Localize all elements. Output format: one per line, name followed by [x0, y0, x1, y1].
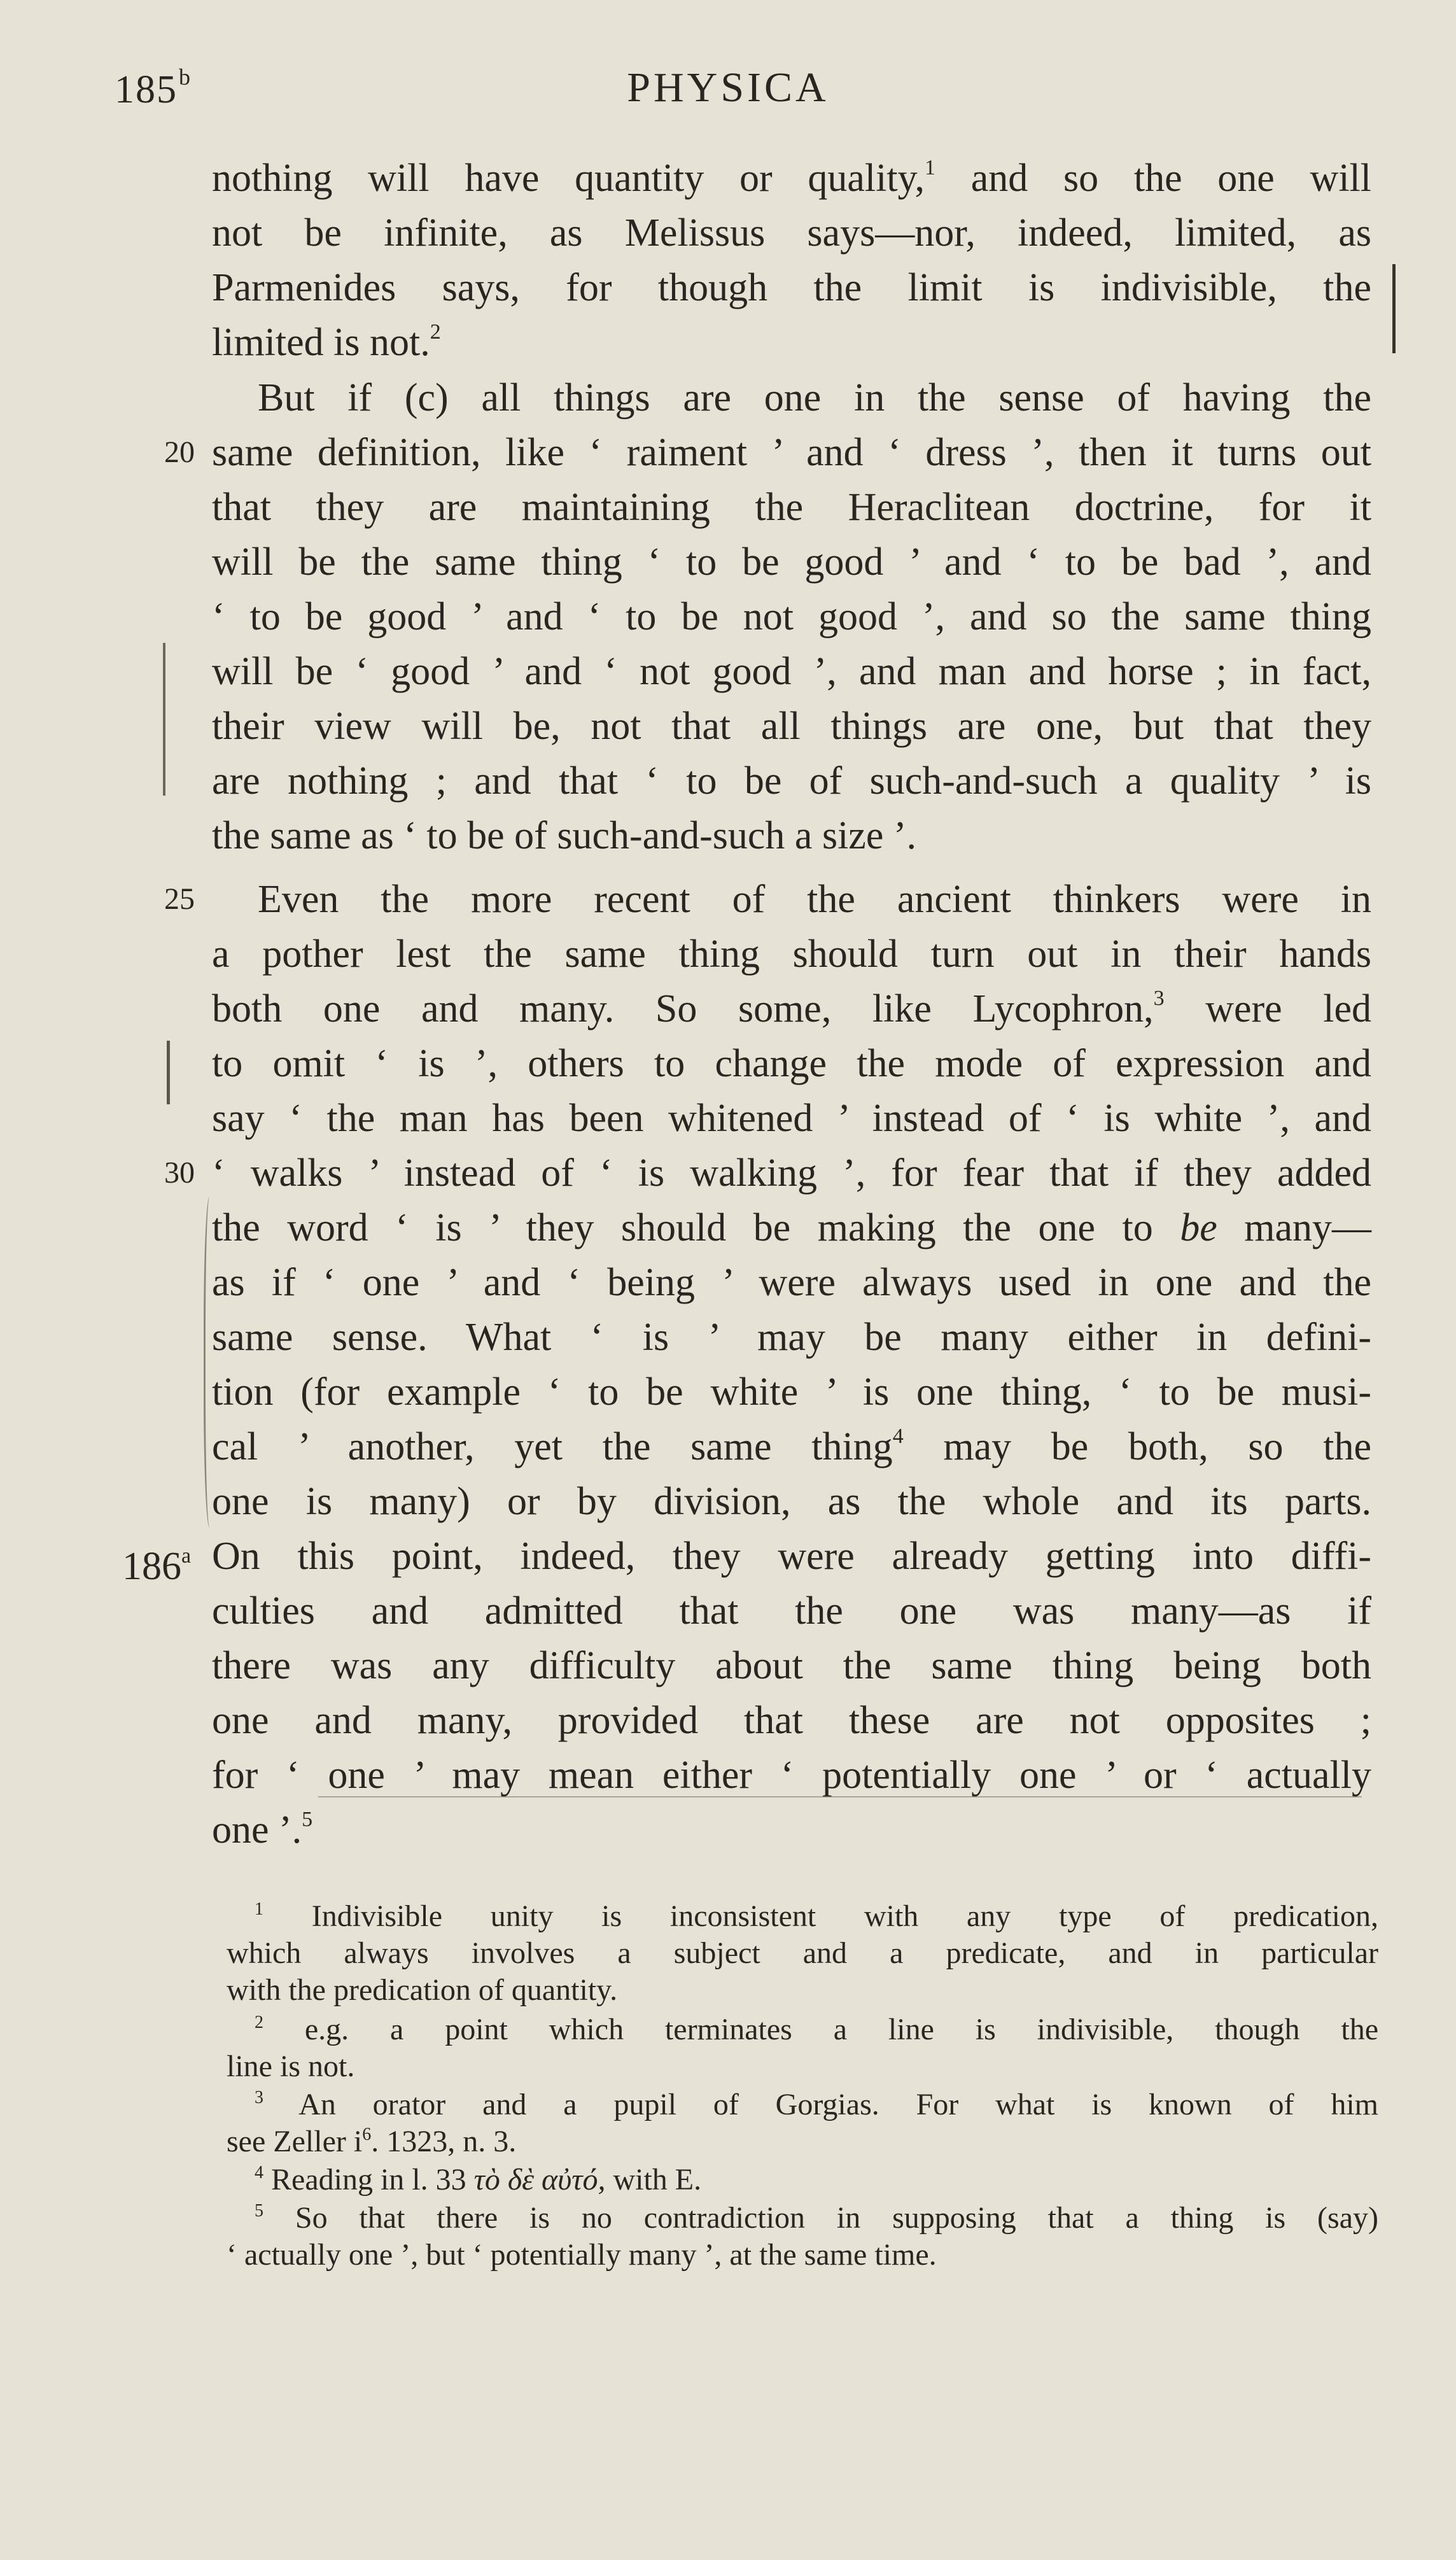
margin-mark	[163, 643, 165, 796]
text-line: not be infinite, as Melissus says—nor, indeed, limited, as	[212, 211, 1371, 255]
footnote-1: $^1$ Indivisible unity is inconsistent with any type of predication,	[255, 1899, 1379, 1933]
margin-mark	[1392, 264, 1396, 353]
text-line: Even the more recent of the ancient thinkers were in	[258, 878, 1371, 921]
page-header	[0, 64, 1456, 115]
footnote-4: $^4$ Reading in l. 33 τὸ δὲ αὐτό, with E.	[255, 2163, 702, 2197]
line-number: 30	[164, 1156, 195, 1190]
footnote-5-cont: ‘ actually one ’, but ‘ potentially many ’, at the same time.	[227, 2238, 937, 2272]
text-line: say ‘ the man has been whitened ’ instead of ‘ is white ’, and	[212, 1097, 1371, 1140]
text-line: cal ’ another, yet the same thing$^4$ may be both, so the	[212, 1424, 1371, 1468]
text-line: one and many, provided that these are not opposites ;	[212, 1699, 1371, 1742]
text-line: nothing will have quantity or quality,$^1$ and so the one will	[212, 156, 1371, 200]
text-line: Parmenides says, for though the limit is indivisible, the	[212, 266, 1371, 309]
text-line: the same as ‘ to be of such-and-such a size ’.	[212, 814, 916, 857]
text-line: one ’.$^5$	[212, 1808, 313, 1852]
folio-number: 185$^b$	[115, 64, 192, 111]
text-line: one is many) or by division, as the whole and its parts.	[212, 1480, 1371, 1523]
text-line: the word ‘ is ’ they should be making the one to be many—	[212, 1206, 1371, 1249]
text-line: same definition, like ‘ raiment ’ and ‘ dress ’, then it turns out	[212, 431, 1371, 474]
running-title: PHYSICA	[627, 64, 829, 111]
footnote-2: $^2$ e.g. a point which terminates a line is indivisible, though the	[255, 2013, 1378, 2046]
text-line: as if ‘ one ’ and ‘ being ’ were always used in one and the	[212, 1261, 1371, 1304]
text-line: tion (for example ‘ to be white ’ is one thing, ‘ to be musi-	[212, 1370, 1371, 1414]
underline-mark	[318, 1796, 1362, 1797]
text-line: ‘ walks ’ instead of ‘ is walking ’, for fear that if they added	[212, 1151, 1371, 1195]
text-line: there was any difficulty about the same thing being both	[212, 1644, 1371, 1687]
text-line: same sense. What ‘ is ’ may be many either in defini-	[212, 1316, 1371, 1359]
line-number: 25	[164, 882, 195, 916]
footnote-3: $^3$ An orator and a pupil of Gorgias. For what is known of him	[255, 2088, 1378, 2121]
text-line: will be ‘ good ’ and ‘ not good ’, and man and horse ; in fact,	[212, 650, 1371, 693]
footnote-2-cont: line is not.	[227, 2050, 355, 2083]
text-line: for ‘ one ’ may mean either ‘ potentially one ’ or ‘ actually	[212, 1754, 1371, 1797]
footnote-5: $^5$ So that there is no contradiction in supposing that a thing is (say)	[255, 2201, 1379, 2235]
margin-mark	[167, 1041, 170, 1104]
text-line: will be the same thing ‘ to be good ’ and ‘ to be bad ’, and	[212, 540, 1371, 584]
text-line: culties and admitted that the one was many—as if	[212, 1589, 1371, 1633]
text-line: a pother lest the same thing should turn out in their hands	[212, 932, 1371, 976]
footnote-1-cont: with the predication of quantity.	[227, 1973, 618, 2007]
text-line: But if (c) all things are one in the sense of having the	[258, 376, 1371, 419]
footnote-1-cont: which always involves a subject and a predicate, and in particular	[227, 1936, 1378, 1970]
text-line: ‘ to be good ’ and ‘ to be not good ’, and so the same thing	[212, 595, 1371, 638]
line-number: 20	[164, 435, 195, 469]
margin-smudge	[204, 1197, 218, 1528]
text-line: to omit ‘ is ’, others to change the mode of expression and	[212, 1042, 1371, 1085]
text-line: their view will be, not that all things are one, but that they	[212, 705, 1371, 748]
text-line: On this point, indeed, they were already getting into diffi-	[212, 1535, 1371, 1578]
text-line: are nothing ; and that ‘ to be of such-and-such a quality ’ is	[212, 759, 1371, 803]
text-line: limited is not.$^2$	[212, 320, 441, 364]
bekker-reference: 186$^a$	[122, 1544, 192, 1588]
footnote-3-cont: see Zeller $i^6$. 1323, n. 3.	[227, 2125, 517, 2158]
text-line: that they are maintaining the Heraclitean doctrine, for it	[212, 486, 1371, 529]
text-line: both one and many. So some, like Lycophron,$^3$ were led	[212, 987, 1372, 1030]
